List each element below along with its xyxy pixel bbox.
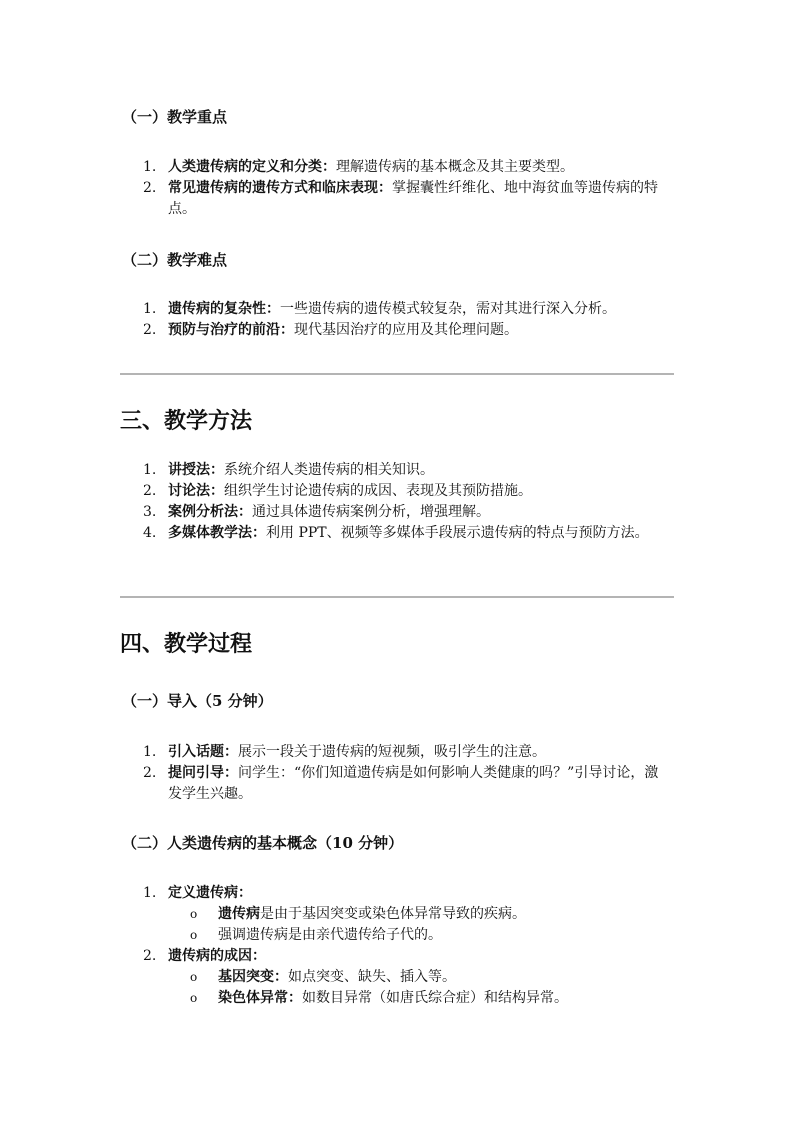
heading-introduction: （一）导入（5 分钟） — [122, 692, 273, 710]
list-item-term: 讨论法： — [168, 483, 224, 499]
list-item — [143, 742, 703, 763]
list-item-text: 掌握囊性纤维化、地中海贫血等遗传病的特点。 — [168, 180, 658, 217]
list-item-text: 理解遗传病的基本概念及其主要类型。 — [336, 159, 574, 175]
list-item — [143, 523, 673, 544]
heading-teaching-difficulty: （二）教学难点 — [122, 251, 228, 269]
list-number: 1. — [143, 462, 157, 478]
circle-bullet-icon: o — [190, 970, 198, 984]
horizontal-rule — [120, 373, 674, 375]
list-item-term: 遗传病的复杂性： — [168, 301, 280, 317]
list-item — [143, 763, 668, 805]
sub-item-text: 如数目异常（如唐氏综合症）和结构异常。 — [302, 990, 568, 1006]
list-number: 2. — [143, 765, 157, 781]
list-item-term: 案例分析法： — [168, 504, 252, 520]
sub-item-term: 基因突变： — [218, 969, 288, 985]
list-item — [143, 946, 703, 967]
list-item — [143, 481, 703, 502]
sub-item-text: 强调遗传病是由亲代遗传给子代的。 — [218, 927, 442, 943]
list-item-term: 预防与治疗的前沿： — [168, 322, 294, 338]
list-item — [143, 502, 703, 523]
list-number: 1. — [143, 885, 157, 901]
list-item-text: 展示一段关于遗传病的短视频，吸引学生的注意。 — [238, 744, 546, 760]
list-number: 1. — [143, 301, 157, 317]
list-item-term: 遗传病的成因： — [168, 948, 266, 964]
list-item-term: 引入话题： — [168, 744, 238, 760]
list-item-term: 常见遗传病的遗传方式和临床表现： — [168, 180, 392, 196]
list-item-text: 一些遗传病的遗传模式较复杂，需对其进行深入分析。 — [280, 301, 616, 317]
list-item-term: 定义遗传病： — [168, 885, 252, 901]
heading-teaching-focus: （一）教学重点 — [122, 108, 228, 126]
list-item-text: 组织学生讨论遗传病的成因、表现及其预防措施。 — [224, 483, 532, 499]
list-item-text: 通过具体遗传病案例分析，增强理解。 — [252, 504, 490, 520]
list-number: 3. — [143, 504, 157, 520]
list-item — [143, 299, 723, 320]
list-item-term: 多媒体教学法： — [168, 525, 266, 541]
circle-bullet-icon: o — [190, 991, 198, 1005]
list-number: 1. — [143, 159, 157, 175]
circle-bullet-icon: o — [190, 928, 198, 942]
sub-item-term: 遗传病 — [218, 906, 260, 922]
list-item-term: 提问引导： — [168, 765, 238, 781]
sub-list-item — [190, 904, 690, 925]
list-item — [143, 460, 703, 481]
list-item — [143, 883, 703, 904]
list-number: 2. — [143, 322, 157, 338]
horizontal-rule — [120, 596, 674, 598]
list-item-text: 利用 PPT、视频等多媒体手段展示遗传病的特点与预防方法。 — [266, 525, 649, 541]
heading-teaching-methods: 三、教学方法 — [120, 408, 253, 434]
list-number: 2. — [143, 948, 157, 964]
list-item-text: 现代基因治疗的应用及其伦理问题。 — [294, 322, 518, 338]
list-item — [143, 157, 703, 178]
sub-list-item — [190, 988, 690, 1009]
list-number: 2. — [143, 180, 157, 196]
list-number: 2. — [143, 483, 157, 499]
list-item-term: 讲授法： — [168, 462, 224, 478]
sub-item-text: 如点突变、缺失、插入等。 — [288, 969, 456, 985]
list-item — [143, 320, 703, 341]
list-number: 4. — [143, 525, 157, 541]
sub-item-text: 是由于基因突变或染色体异常导致的疾病。 — [260, 906, 526, 922]
list-item-text: 问学生：“你们知道遗传病是如何影响人类健康的吗？”引导讨论，激发学生兴趣。 — [168, 765, 659, 802]
heading-teaching-process: 四、教学过程 — [120, 631, 253, 657]
circle-bullet-icon: o — [190, 907, 198, 921]
sub-list-item — [190, 967, 690, 988]
list-item-term: 人类遗传病的定义和分类： — [168, 159, 336, 175]
heading-basic-concepts: （二）人类遗传病的基本概念（10 分钟） — [122, 834, 404, 852]
sub-item-term: 染色体异常： — [218, 990, 302, 1006]
list-item-text: 系统介绍人类遗传病的相关知识。 — [224, 462, 434, 478]
sub-list-item — [190, 925, 690, 946]
list-item — [143, 178, 673, 220]
list-number: 1. — [143, 744, 157, 760]
